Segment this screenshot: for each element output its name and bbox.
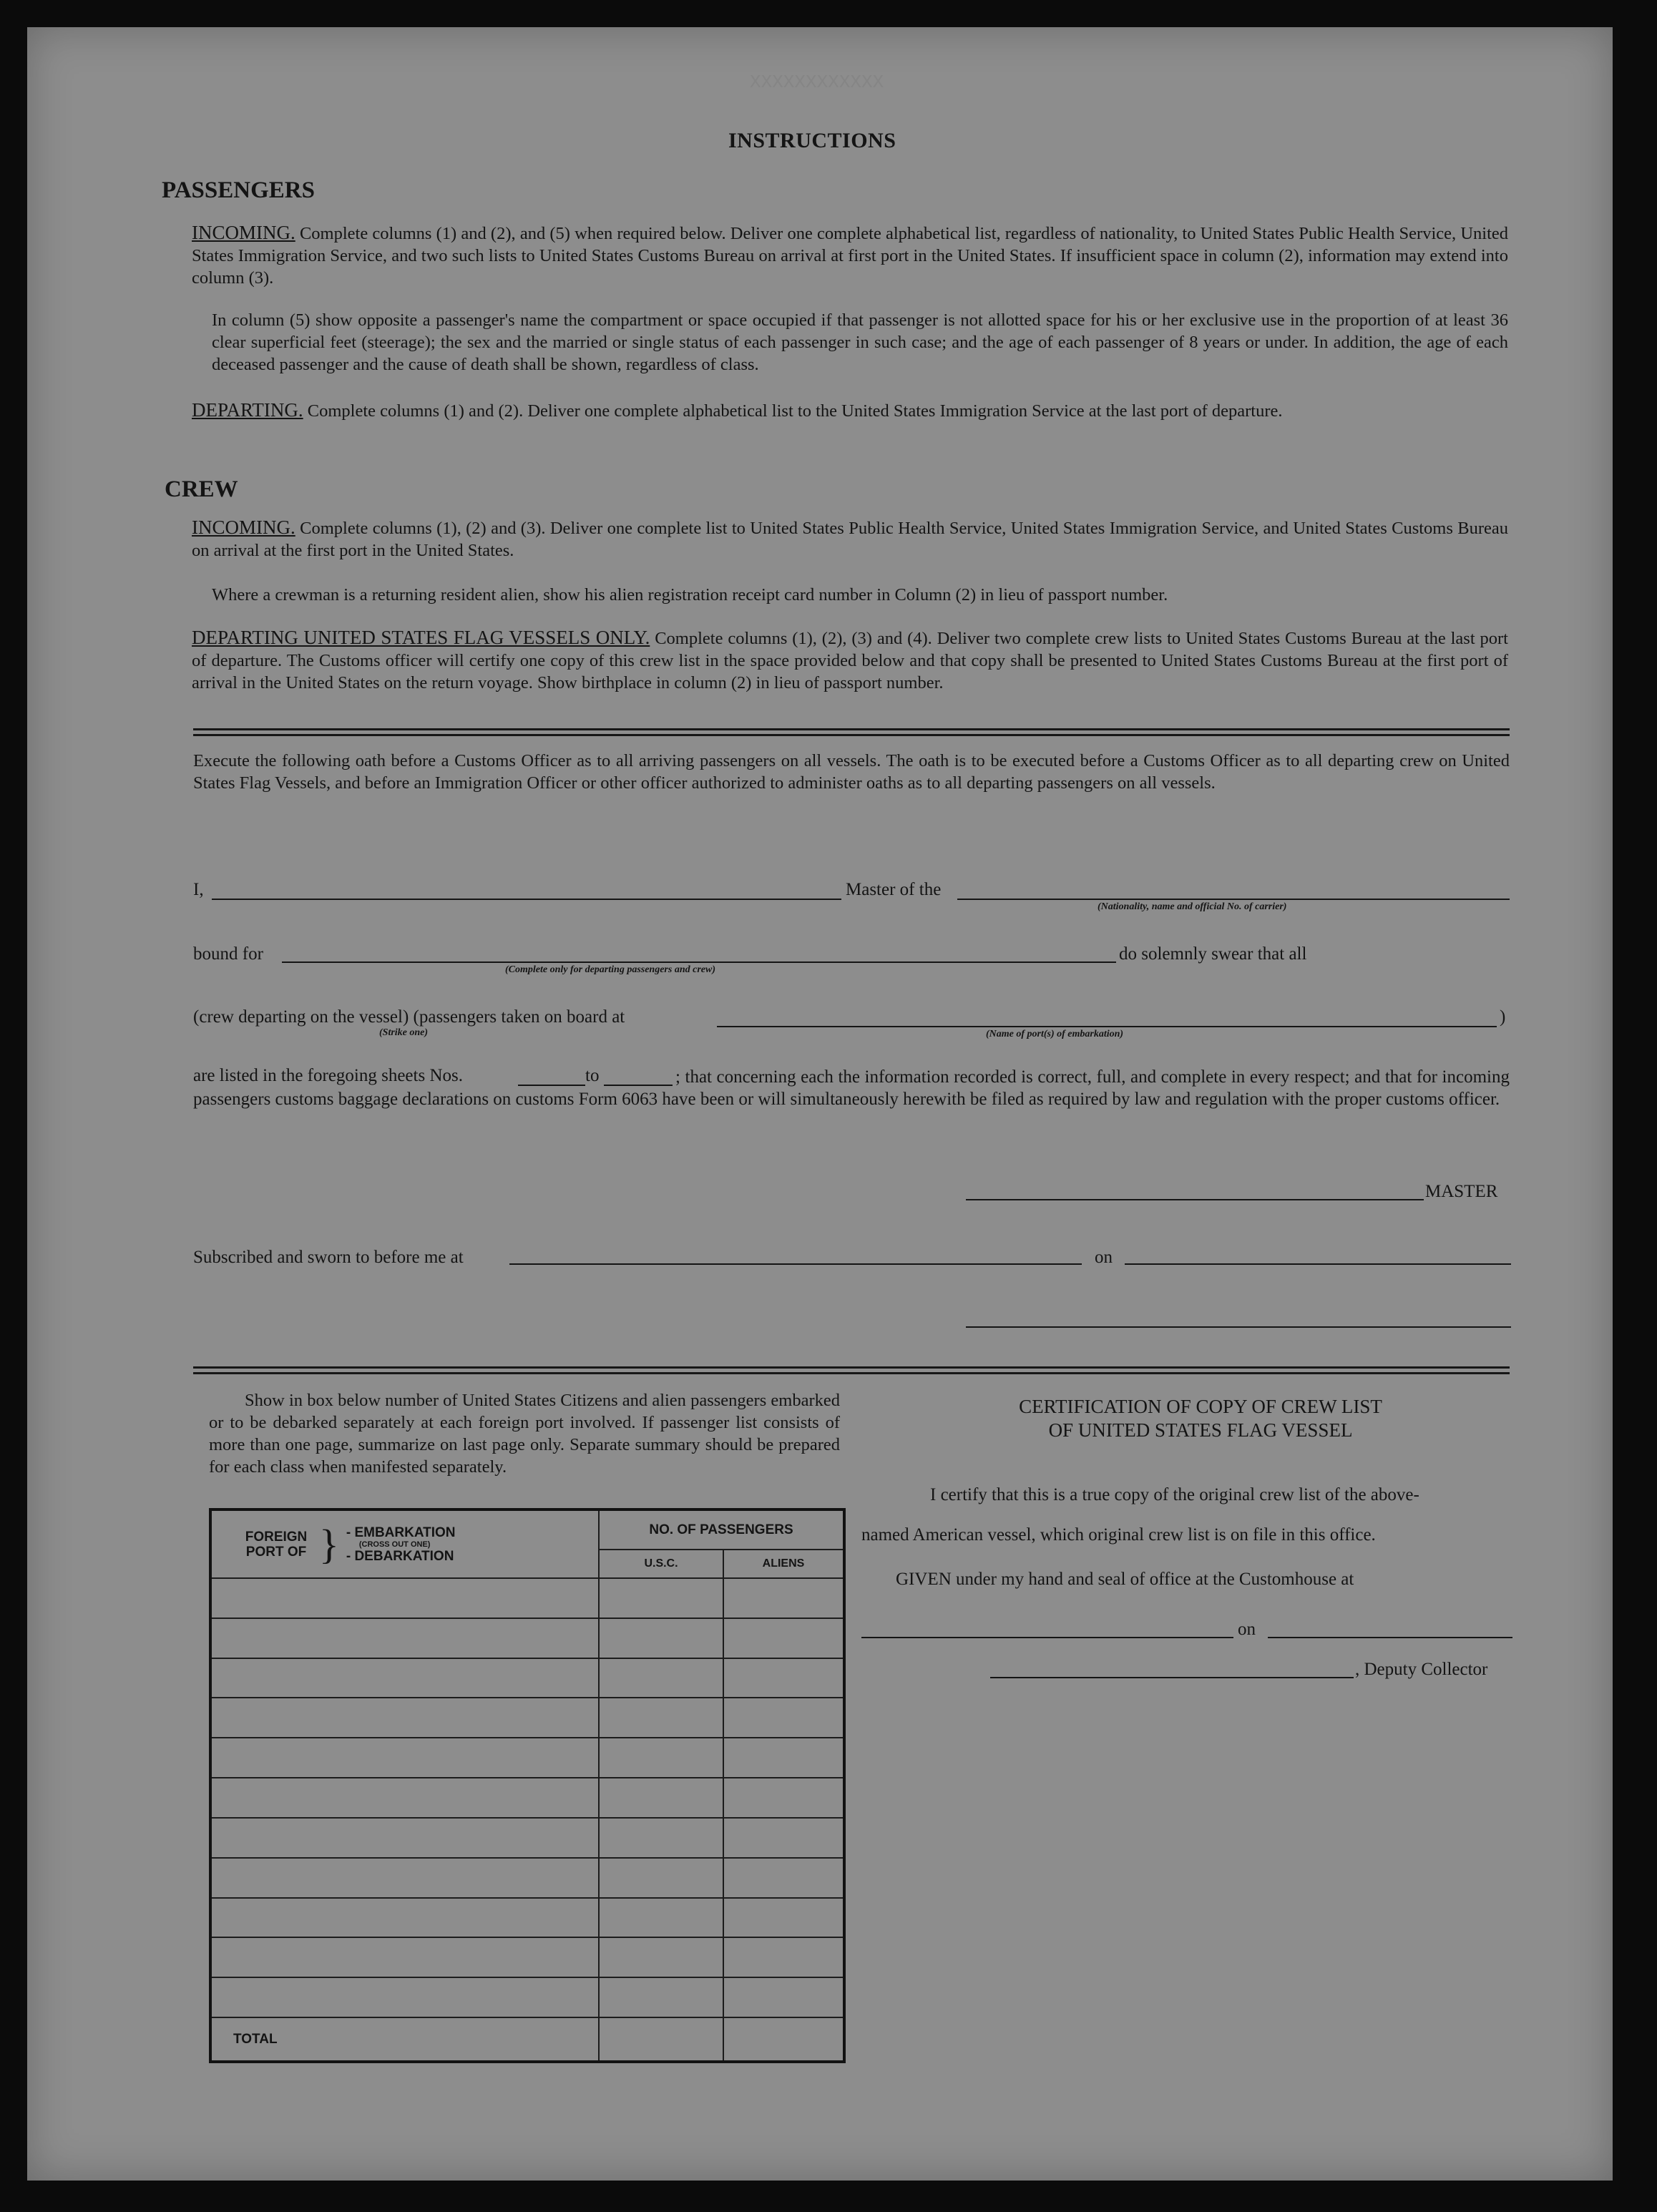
- officer-signature-field[interactable]: [966, 1326, 1511, 1328]
- listed-text: ; that concerning each the information recorded is correct, full, and complete in every respect; and that for incoming passengers customs baggage declarations on customs Form 6063 have been or will simultaneously herewith be filed as required by law and regulation with the proper customs officer.: [193, 1067, 1510, 1109]
- sworn-on-label: on: [1095, 1248, 1113, 1267]
- crew-passengers-label: (crew departing on the vessel) (passengers taken on board at: [193, 1007, 625, 1027]
- usc-header: U.S.C.: [599, 1550, 723, 1578]
- cert-on-label: on: [1238, 1620, 1256, 1639]
- aliens-total-cell[interactable]: [723, 2017, 844, 2062]
- solemnly-swear-label: do solemnly swear that all: [1119, 944, 1307, 964]
- sworn-date-field[interactable]: [1125, 1263, 1511, 1265]
- master-label: MASTER: [1425, 1182, 1498, 1201]
- passengers-departing-label: DEPARTING.: [192, 399, 303, 421]
- certification-heading-line1: CERTIFICATION OF COPY OF CREW LIST: [1019, 1396, 1382, 1417]
- master-signature-field[interactable]: [966, 1199, 1424, 1200]
- cert-date-field[interactable]: [1268, 1637, 1512, 1638]
- port-cell[interactable]: [210, 1578, 599, 1618]
- debarkation-label: - DEBARKATION: [346, 1548, 454, 1564]
- aliens-cell[interactable]: [723, 1937, 844, 1977]
- passengers-incoming-text: Complete columns (1) and (2), and (5) when required below. Deliver one complete alphabetical list, regardless of nationality, to United States Public Health Service, United States Immigration Service, and two such lists to United States Customs Bureau on arrival at first port in the United States. If insufficient space in column (2), information may extend into column (3).: [192, 224, 1509, 288]
- table-row: [210, 1937, 844, 1977]
- ports-note: (Name of port(s) of embarkation): [986, 1029, 1124, 1039]
- port-cell[interactable]: [210, 1698, 599, 1738]
- no-passengers-header: NO. OF PASSENGERS: [599, 1509, 844, 1550]
- table-row: [210, 1778, 844, 1818]
- aliens-cell[interactable]: [723, 1858, 844, 1898]
- crew-departing-label: DEPARTING UNITED STATES FLAG VESSELS ONLY.: [192, 627, 650, 648]
- table-row: [210, 1578, 844, 1618]
- usc-cell[interactable]: [599, 1578, 723, 1618]
- nationality-note: (Nationality, name and official No. of carrier): [1098, 901, 1287, 912]
- crew-incoming-label: INCOMING.: [192, 517, 295, 538]
- deputy-signature-field[interactable]: [990, 1677, 1354, 1678]
- passengers-incoming-label: INCOMING.: [192, 222, 295, 243]
- strike-one-note: (Strike one): [379, 1027, 429, 1038]
- usc-cell[interactable]: [599, 1618, 723, 1658]
- certification-text-1: I certify that this is a true copy of the original crew list of the above-: [930, 1485, 1419, 1504]
- certification-text-2: named American vessel, which original crew list is on file in this office.: [861, 1525, 1376, 1545]
- listed-prefix: are listed in the foregoing sheets Nos.: [193, 1066, 463, 1085]
- certification-heading: [886, 1395, 1515, 1442]
- table-row: [210, 1898, 844, 1938]
- foreign-port-of-label: FOREIGN PORT OF: [245, 1529, 308, 1560]
- table-row: [210, 1698, 844, 1738]
- table-row: [210, 1658, 844, 1698]
- aliens-cell[interactable]: [723, 1738, 844, 1778]
- port-cell[interactable]: [210, 1898, 599, 1938]
- passenger-summary-table: [209, 1508, 846, 2063]
- aliens-cell[interactable]: [723, 1658, 844, 1698]
- crew-incoming-block: [192, 517, 1508, 562]
- port-cell[interactable]: [210, 1858, 599, 1898]
- oath-intro: Execute the following oath before a Customs Officer as to all arriving passengers on all vessels. The oath is to be executed before a Customs Officer as to all departing crew on United States Flag Vessels, and before an Immigration Officer or other officer authorized to administer oaths as to all departing passengers on all vessels.: [193, 751, 1510, 793]
- table-row: [210, 1738, 844, 1778]
- usc-cell[interactable]: [599, 1898, 723, 1938]
- master-name-field[interactable]: [212, 899, 841, 900]
- master-of-label: Master of the: [846, 880, 942, 899]
- usc-cell[interactable]: [599, 1977, 723, 2017]
- port-cell[interactable]: [210, 1658, 599, 1698]
- usc-cell[interactable]: [599, 1658, 723, 1698]
- usc-cell[interactable]: [599, 1778, 723, 1818]
- port-cell[interactable]: [210, 1977, 599, 2017]
- usc-cell[interactable]: [599, 1818, 723, 1858]
- aliens-cell[interactable]: [723, 1898, 844, 1938]
- aliens-header: ALIENS: [723, 1550, 844, 1578]
- table-row: [210, 1977, 844, 2017]
- crew-departing-text: Complete columns (1), (2), (3) and (4). Deliver two complete crew lists to United States Customs Bureau at the last port of departure. The Customs officer will certify one copy of this crew list in the space provided below and that copy shall be presented to United States Customs Bureau at the first port of arrival in the United States on the return voyage. Show birthplace in column (2) in lieu of passport number.: [192, 629, 1508, 693]
- certification-heading-line2: OF UNITED STATES FLAG VESSEL: [1048, 1419, 1353, 1441]
- passengers-incoming-block: [192, 222, 1508, 289]
- given-text: GIVEN under my hand and seal of office at the Customhouse at: [896, 1570, 1354, 1589]
- customhouse-field[interactable]: [861, 1637, 1233, 1638]
- passengers-column5-text: In column (5) show opposite a passenger's name the compartment or space occupied if that passenger is not allotted space for his or her exclusive use in the proportion of at least 36 clear superficial feet (steerage); the sex and the married or single status of each passenger in such case; and the age of each passenger of 8 years or under. In addition, the age of each deceased passenger and the cause of death shall be shown, regardless of class.: [212, 310, 1508, 374]
- oath-i-label: I,: [193, 880, 204, 899]
- usc-total-cell[interactable]: [599, 2017, 723, 2062]
- bound-for-label: bound for: [193, 944, 263, 964]
- ports-field[interactable]: [717, 1026, 1497, 1027]
- total-label: TOTAL: [210, 2017, 599, 2062]
- crew-alien-text: Where a crewman is a returning resident alien, show his alien registration receipt card number in Column (2) in lieu of passport number.: [212, 585, 1168, 605]
- summary-instructions: Show in box below number of United States Citizens and alien passengers embarked or to be debarked separately at each foreign port involved. If passenger list consists of more than one page, summarize on last page only. Separate summary should be prepared for each class when manifested separately.: [209, 1391, 840, 1477]
- aliens-cell[interactable]: [723, 1698, 844, 1738]
- page-title: INSTRUCTIONS: [728, 129, 896, 152]
- port-header-cell: [210, 1509, 599, 1578]
- passengers-departing-block: [192, 399, 1508, 422]
- crew-heading: CREW: [165, 476, 238, 502]
- to-label: to: [585, 1066, 600, 1085]
- cross-out-note: (CROSS OUT ONE): [358, 1540, 431, 1549]
- port-cell[interactable]: [210, 1738, 599, 1778]
- form-sheet: [27, 27, 1613, 2181]
- table-row: [210, 1858, 844, 1898]
- aliens-cell[interactable]: [723, 1977, 844, 2017]
- usc-cell[interactable]: [599, 1937, 723, 1977]
- close-paren: ): [1500, 1007, 1506, 1027]
- aliens-cell[interactable]: [723, 1618, 844, 1658]
- crew-departing-block: [192, 627, 1508, 694]
- embarkation-label: - EMBARKATION: [346, 1525, 456, 1540]
- port-cell[interactable]: [210, 1937, 599, 1977]
- port-cell[interactable]: [210, 1778, 599, 1818]
- subscribed-label: Subscribed and sworn to before me at: [193, 1248, 464, 1267]
- bound-for-field[interactable]: [282, 961, 1116, 963]
- usc-cell[interactable]: [599, 1858, 723, 1898]
- passengers-heading: PASSENGERS: [162, 177, 315, 203]
- usc-cell[interactable]: [599, 1738, 723, 1778]
- aliens-cell[interactable]: [723, 1818, 844, 1858]
- table-row: [210, 1618, 844, 1658]
- sworn-place-field[interactable]: [509, 1263, 1082, 1265]
- carrier-field[interactable]: [957, 899, 1510, 900]
- deputy-collector-label: , Deputy Collector: [1355, 1660, 1488, 1679]
- complete-only-note: (Complete only for departing passengers and crew): [505, 964, 715, 975]
- brace-mark: }: [319, 1520, 339, 1567]
- port-cell[interactable]: [210, 1618, 599, 1658]
- aliens-cell[interactable]: [723, 1778, 844, 1818]
- passengers-departing-text: Complete columns (1) and (2). Deliver one complete alphabetical list to the United States Immigration Service at the last port of departure.: [307, 401, 1283, 421]
- aliens-cell[interactable]: [723, 1578, 844, 1618]
- strike-mark: XXXXXXXXXXXX: [750, 72, 884, 93]
- total-row: [210, 2017, 844, 2062]
- table-row: [210, 1818, 844, 1858]
- crew-incoming-text: Complete columns (1), (2) and (3). Deliver one complete list to United States Public Health Service, United States Immigration Service, and United States Customs Bureau on arrival at the first port in the United States.: [192, 519, 1508, 560]
- section-divider-2: [193, 1366, 1510, 1374]
- usc-cell[interactable]: [599, 1698, 723, 1738]
- section-divider: [193, 728, 1510, 736]
- port-cell[interactable]: [210, 1818, 599, 1858]
